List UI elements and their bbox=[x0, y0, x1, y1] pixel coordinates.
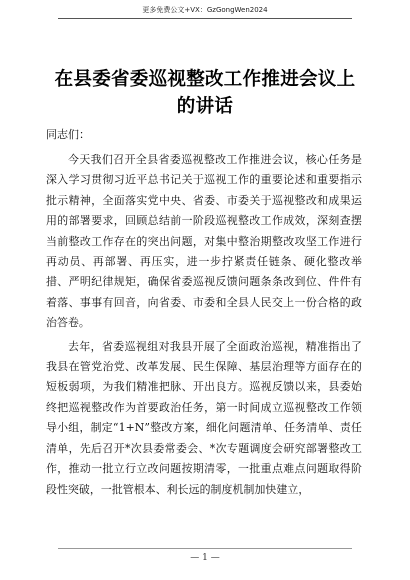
salutation: 同志们： bbox=[46, 128, 90, 141]
document-body bbox=[46, 150, 362, 503]
header-divider bbox=[58, 18, 352, 19]
footer-divider bbox=[58, 548, 352, 549]
paragraph: 今天我们召开全县省委巡视整改工作推进会议，核心任务是深入学习贯彻习近平总书记关于巡视工作的重要论述和重要指示批示精神，全面落实党中央、省委、市委关于巡视整改和成果运用的部署要求，回顾总结前一阶段巡视整改工作成效，深刻查摆当前整改工作存在的突出问题，对集中整治期整改攻坚工作进行再动员、再部署、再压实，进一步拧紧责任链条、硬化整改举措、严明纪律规矩，确保省委巡视反馈问题条条改到位、件件有着落、事事有回音，向省委、市委和全县人民交上一份合格的政治答卷。 bbox=[46, 153, 362, 330]
paragraph: 去年，省委巡视组对我县开展了全面政治巡视，精准指出了我县在管党治党、改革发展、民生保障、基层治理等方面存在的短板弱项，为我们精准把脉、开出良方。巡视反馈以来，县委始终把巡视整改作为首要政治任务，第一时间成立巡视整改工作领导小组，制定“1+N”整改方案，细化问题清单、任务清单、责任清单，先后召开*次县委常委会、*次专题调度会研究部署整改工作，推动一批立行立改问题按期清零，一批重点难点问题取得阶段性突破，一批管根本、利长远的制度机制加快建立， bbox=[46, 339, 362, 496]
page-title: 在县委省委巡视整改工作推进会议上的讲话 bbox=[54, 69, 356, 117]
header-note: 更多免费公文+VX：GzGongWen2024 bbox=[142, 6, 268, 14]
page-number: — 1 — bbox=[190, 553, 220, 563]
